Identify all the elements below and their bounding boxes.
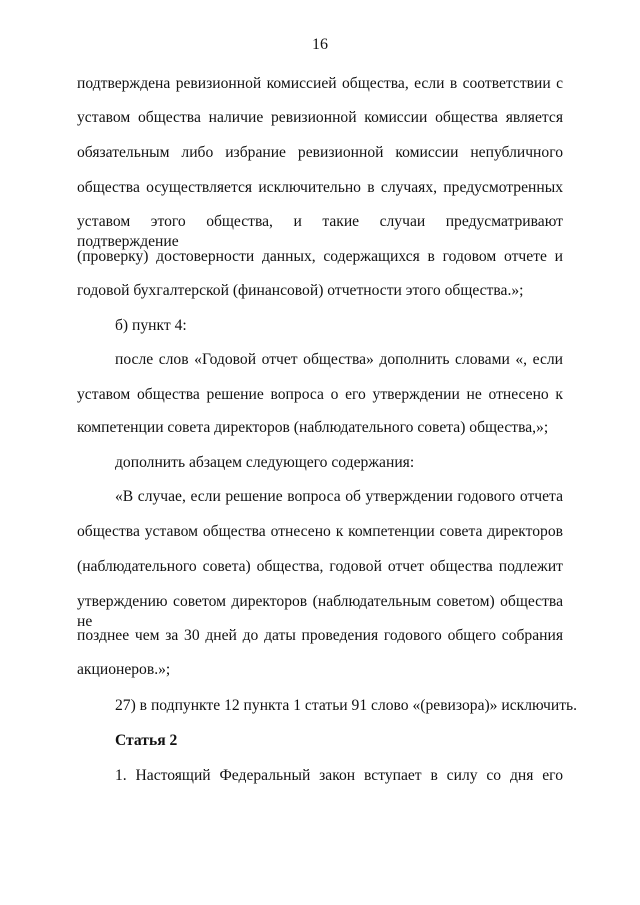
- text-line: «В случае, если решение вопроса об утверждении годового отчета: [115, 488, 563, 505]
- text-line: дополнить абзацем следующего содержания:: [115, 454, 415, 471]
- text-line: (наблюдательного совета) общества, годовой отчет общества подлежит: [77, 558, 563, 575]
- text-line: общества осуществляется исключительно в случаях, предусмотренных: [77, 179, 563, 196]
- article-heading: Статья 2: [115, 732, 178, 749]
- text-line: уставом общества наличие ревизионной комиссии общества является: [77, 109, 563, 126]
- text-line: уставом этого общества, и такие случаи предусматривают подтверждение: [77, 213, 563, 250]
- text-line: подтверждена ревизионной комиссией общества, если в соответствии с: [77, 75, 563, 92]
- text-line: 27) в подпункте 12 пункта 1 статьи 91 слово «(ревизора)» исключить.: [115, 697, 578, 714]
- text-line: акционеров.»;: [77, 661, 171, 678]
- text-line: позднее чем за 30 дней до даты проведения годового общего собрания: [77, 627, 563, 644]
- text-line: компетенции совета директоров (наблюдательного совета) общества,»;: [77, 419, 549, 436]
- text-line: (проверку) достоверности данных, содержащихся в годовом отчете и: [77, 248, 563, 265]
- text-line: уставом общества решение вопроса о его утверждении не отнесено к: [77, 386, 563, 403]
- text-line: б) пункт 4:: [115, 317, 187, 334]
- text-line: после слов «Годовой отчет общества» дополнить словами «, если: [115, 351, 563, 368]
- text-line: обязательным либо избрание ревизионной комиссии непубличного: [77, 144, 563, 161]
- text-line: утверждению советом директоров (наблюдательным советом) общества не: [77, 593, 563, 630]
- text-line: годовой бухгалтерской (финансовой) отчетности этого общества.»;: [77, 282, 524, 299]
- text-line: общества уставом общества отнесено к компетенции совета директоров: [77, 523, 563, 540]
- page-number: 16: [312, 36, 328, 53]
- text-line: 1. Настоящий Федеральный закон вступает в силу со дня его: [115, 767, 563, 784]
